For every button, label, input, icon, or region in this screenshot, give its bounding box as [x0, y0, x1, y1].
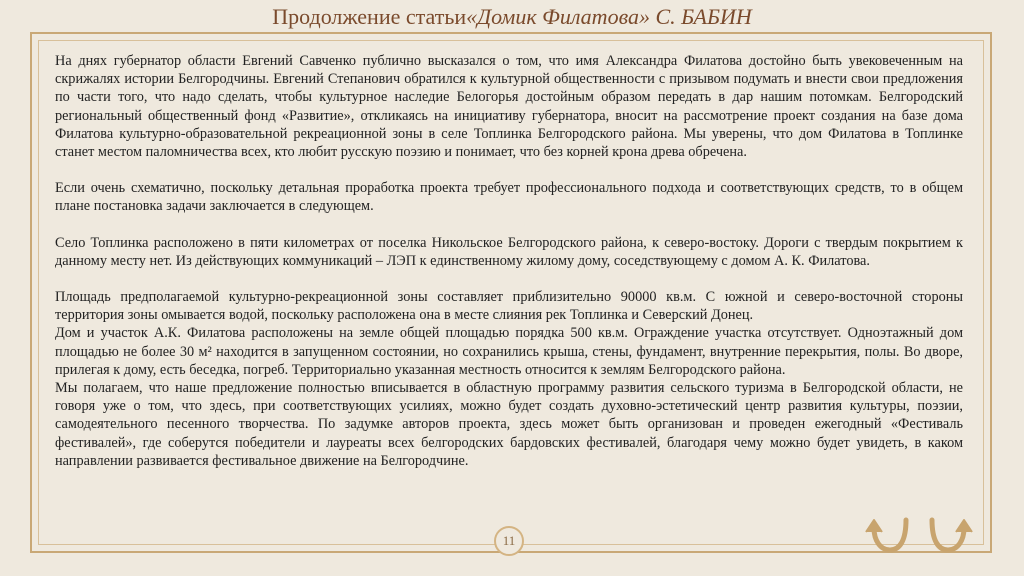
title-plain: Продолжение статьи [272, 4, 467, 29]
slide-title [0, 4, 1024, 30]
paragraph-3: Село Топлинка расположено в пяти километрах от поселка Никольское Белгородского района, к северо-востоку. Дороги с твердым покрытием к данному месту нет. Из действующих коммуникаций – ЛЭП к единственному жилому дому, соседствующему с домом А. К. Филатова. [55, 234, 963, 269]
paragraph-2: Если очень схематично, поскольку детальная проработка проекта требует профессионального подхода и соответствующих средств, то в общем плане постановка задачи заключается в следующем. [55, 180, 963, 215]
next-slide-button[interactable] [918, 512, 976, 558]
paragraph-5: Дом и участок А.К. Филатова расположены на земле общей площадью порядка 500 кв.м. Ограждение участка отсутствует. Одноэтажный дом площадью не более 30 м² находится в запущенном состоянии, но сохранились крыша, стены, фундамент, внутренние перекрытия, полы. Во дворе, прилегая к дому, есть беседка, погреб. Территориально указанная местность относится к землям Белгородского района. [55, 325, 963, 378]
paragraph-4: Площадь предполагаемой культурно-рекреационной зоны составляет приблизительно 90000 кв.м. С южной и северо-восточной стороны территория зоны омывается водой, поскольку расположена она в месте слияния рек Топлинка и Северский Донец. [55, 289, 963, 324]
previous-slide-button[interactable] [862, 512, 920, 558]
paragraph-6: Мы полагаем, что наше предложение полностью вписывается в областную программу развития сельского туризма в Белгородской области, не говоря уже о том, что здесь, при соответствующих усилиях, можно будет создать духовно-эстетический центр развития культуры, поэзии, самодеятельного песенного творчества. По задумке авторов проекта, здесь может быть организован и проведен ежегодный «Фестиваль фестивалей», где соберутся победители и лауреаты всех белгородских бардовских фестивалей, благодаря чему можно будет увидеть, в каком направлении развивается фестивальное движение на Белгородчине. [55, 380, 963, 469]
paragraph-1: На днях губернатор области Евгений Савченко публично высказался о том, что имя Александра Филатова достойно быть увековеченным на скрижалях истории Белгородчины. Евгений Степанович обратился к культурной общественности с призывом подумать и внести свои предложения по части того, что надо сделать, чтобы культурное наследие Белогорья достойным образом передать в дар нашим потомкам. Белгородский региональный общественный фонд «Развитие», откликаясь на инициативу губернатора, вносит на рассмотрение проект создания на базе дома Филатова культурно-образовательной рекреационной зоны в селе Топлинка Белгородского района. Мы уверены, что дом Филатова в Топлинке станет местом паломничества всех, кто любит русскую поэзию и понимает, что без корней крона древа обречена. [55, 53, 963, 161]
curved-arrow-left-icon [862, 512, 920, 558]
title-italic: «Домик Филатова» С. БАБИН [466, 4, 752, 29]
article-body [55, 52, 963, 470]
curved-arrow-right-icon [918, 512, 976, 558]
page-number: 11 [494, 526, 524, 556]
